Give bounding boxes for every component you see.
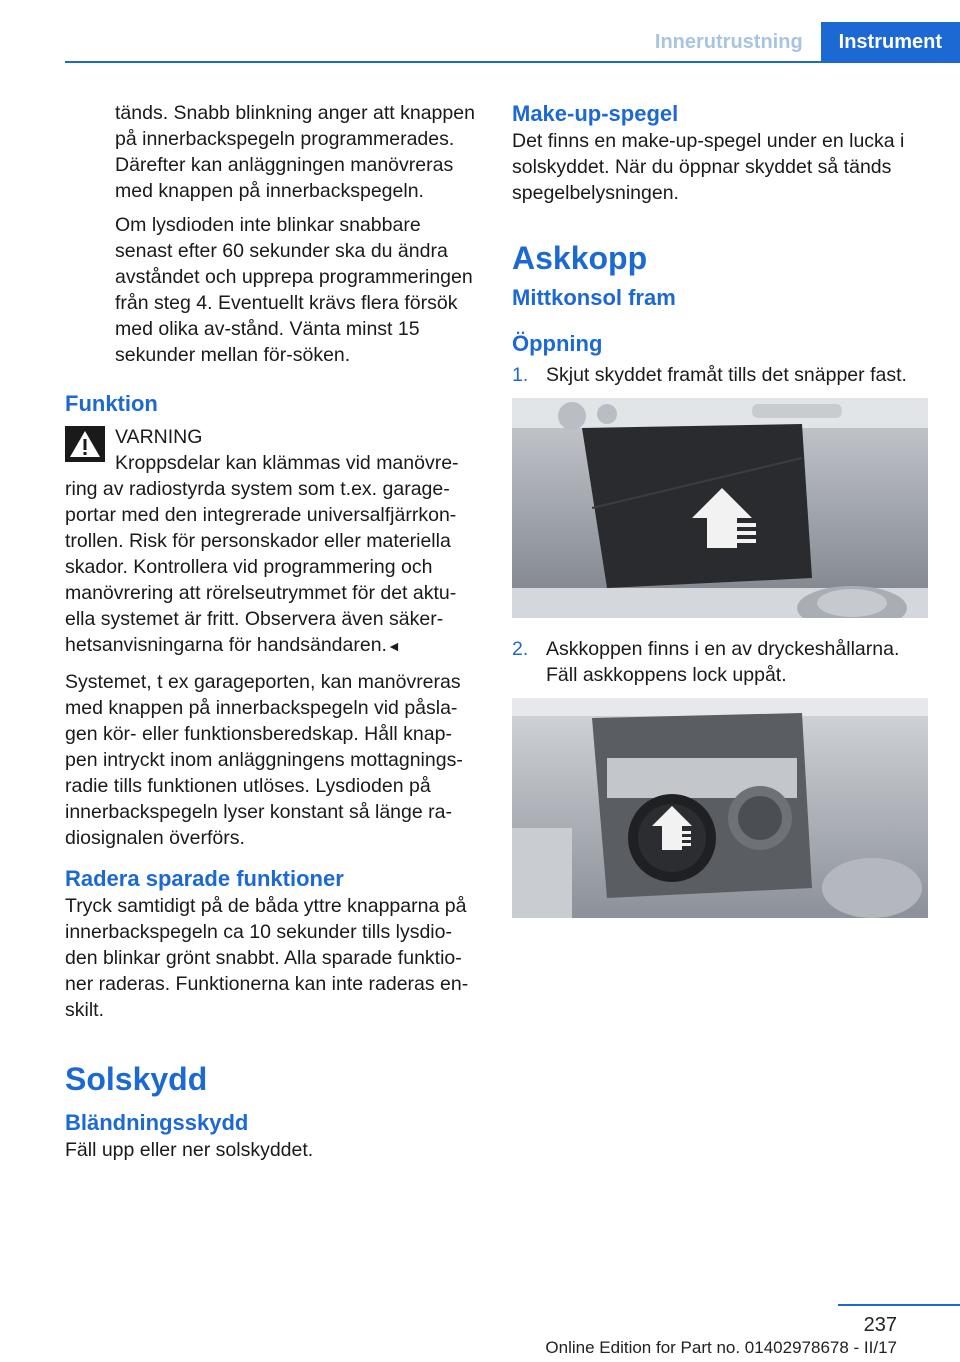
left-column [65, 100, 480, 1171]
paragraph-makeup: Det finns en make-up-spegel under en lucka i solskyddet. När du öppnar skyddet så tänds spegelbelysningen. [512, 130, 905, 204]
header-divider [65, 61, 960, 63]
heading-funktion: Funktion [65, 391, 158, 416]
warning-title: VARNING [115, 426, 203, 448]
paragraph-led-hint: Om lysdioden inte blinkar snabbare senast efter 60 sekunder ska du ändra avståndet och upprepa programmeringen från steg 4. Eventuellt krävs flera försök med olika av-stånd. Vänta minst 15 sekunder mellan för-söken. [115, 214, 473, 366]
heading-makeup: Make-up-spegel [512, 101, 679, 126]
heading-mittkonsol: Mittkonsol fram [512, 285, 676, 310]
paragraph-solskydd: Fäll upp eller ner solskyddet. [65, 1139, 314, 1161]
heading-oppning: Öppning [512, 331, 603, 356]
warning-text [65, 476, 480, 659]
page-number: 237 [863, 1314, 897, 1336]
section-tab[interactable]: Innerutrustning [654, 30, 803, 53]
paragraph-continuation: tänds. Snabb blinkning anger att knappen på innerbackspegeln programmerades. Därefter kan anläggningen manövreras med knappen på innerbackspegeln. [115, 102, 475, 202]
step-text: Skjut skyddet framåt tills det snäpper fast. [546, 364, 907, 386]
paragraph-system: Systemet, t ex garageporten, kan manövreras med knappen på innerbackspegeln vid påsla-gen kör- eller funktionsberedskap. Håll knap-pen intryckt inom anläggningens mottagnings-radie tills funktionen utlöses. Lysdioden på innerbackspegeln lyser konstant så länge ra-diosignalen överförs. [65, 671, 463, 849]
heading-radera: Radera sparade funktioner [65, 866, 344, 891]
chapter-tab[interactable]: Instrument [821, 22, 960, 62]
heading-askkopp: Askkopp [512, 240, 648, 276]
ashtray-photo [512, 698, 928, 918]
end-mark: ◄ [386, 638, 401, 654]
warning-triangle-icon [65, 426, 105, 462]
page-header [637, 22, 960, 62]
warning-box [65, 424, 480, 476]
paragraph-radera: Tryck samtidigt på de båda yttre knapparna på innerbackspegeln ca 10 sekunder tills lysdio-den blinkar grönt snabbt. Alla sparade funktio-ner raderas. Funktionerna kan inte raderas en-skilt. [65, 895, 469, 1021]
step-number: 1. [512, 364, 529, 386]
heading-solskydd: Solskydd [65, 1061, 208, 1097]
step-2 [512, 636, 928, 688]
step-1 [512, 362, 928, 388]
edition-note: Online Edition for Part no. 01402978678 - II/17 [545, 1338, 897, 1357]
warning-text-first: Kroppsdelar kan klämmas vid manövre- [115, 452, 459, 474]
step-number: 2. [512, 638, 529, 660]
warning-text-rest: ring av radiostyrda system som t.ex. garage-portar med den integrerade universalfjärrkon-trollen. Risk för personskador eller materiella skador. Kontrollera vid programmering och manövrering att rörelseutrymmet för det aktu-ella systemet är fritt. Observera även säker-hetsanvisningarna för handsändaren. [65, 478, 457, 656]
footer-divider [838, 1304, 960, 1306]
step-text: Askkoppen finns i en av dryckeshållarna. Fäll askkoppens lock uppåt. [546, 638, 900, 686]
right-column [512, 100, 928, 936]
heading-blandningsskydd: Bländningsskydd [65, 1110, 249, 1135]
console-cover-photo [512, 398, 928, 618]
